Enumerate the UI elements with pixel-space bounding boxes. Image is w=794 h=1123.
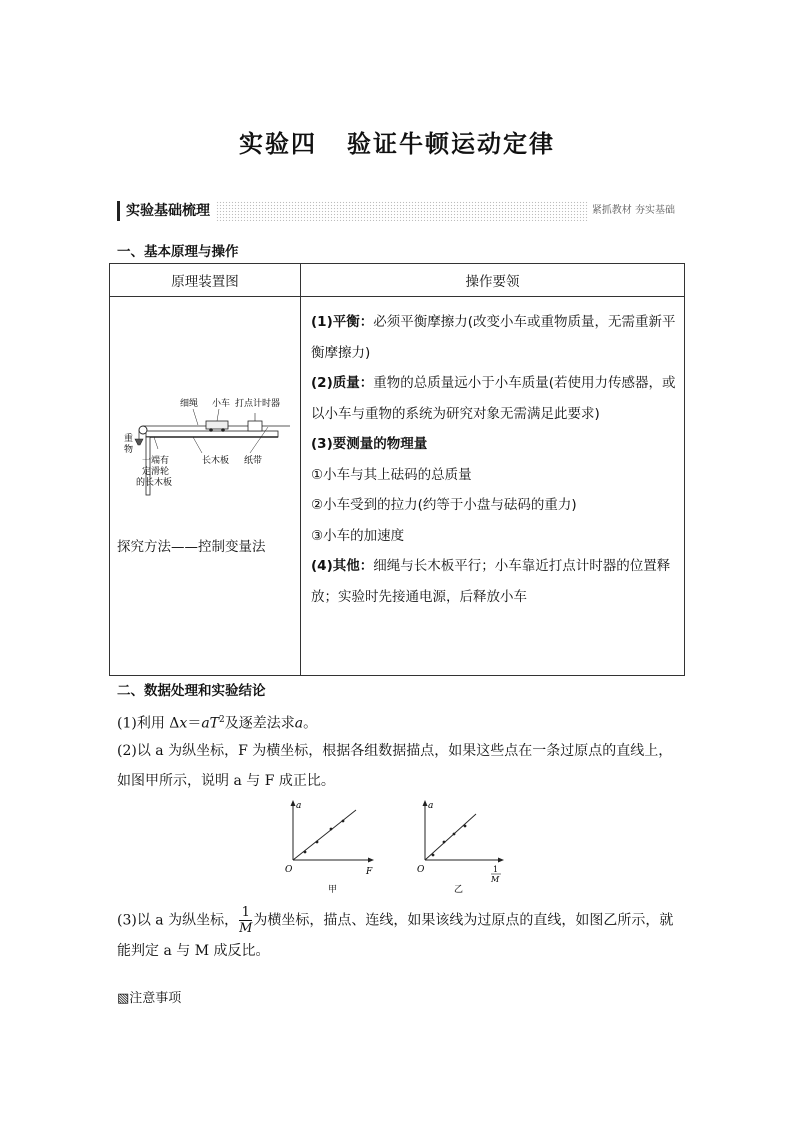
graph-left-ylabel: a xyxy=(296,801,302,811)
banner-title: 实验基础梳理 xyxy=(117,201,216,221)
page-title: 实验四 验证牛顿运动定律 xyxy=(239,129,555,158)
section1-heading: 一、基本原理与操作 xyxy=(117,244,239,260)
label-pulley-board-3: 的长木板 xyxy=(136,478,173,488)
graph-right-ylabel: a xyxy=(428,801,434,811)
graph-right-origin: O xyxy=(417,865,425,875)
paragraph-2: (2)以 a 为纵坐标，F 为横坐标，根据各组数据描点，如果这些点在一条过原点的直线上，如图甲所示，说明 a 与 F 成正比。 xyxy=(117,743,673,789)
op-balance: (1)平衡：必须平衡摩擦力(改变小车或重物质量，无需重新平衡摩擦力) xyxy=(311,314,676,361)
graphs-figure xyxy=(280,798,520,898)
op-measure-item-2: ②小车受到的拉力(约等于小盘与砝码的重力) xyxy=(311,497,577,513)
graph-a-vs-inverse-m xyxy=(417,800,504,895)
label-pulley-board-1: 一端有 xyxy=(142,456,170,466)
operation-cell xyxy=(301,297,685,676)
paragraph-3: (3)以 a 为纵坐标， $\frac{1}{M}$ 为横坐标，描点、连线，如果该线为过原点的直线，如图乙所示，就能判定 a 与 M 成反比。 xyxy=(117,905,674,959)
op-other: (4)其他：细绳与长木板平行；小车靠近打点计时器的位置释放；实验时先接通电源，后释放小车 xyxy=(311,558,671,605)
diagram-cell xyxy=(110,297,301,676)
notes-heading: ▧注意事项 xyxy=(117,991,182,1006)
weight-icon xyxy=(135,439,143,445)
graph-left-xlabel: F xyxy=(366,867,373,877)
principle-table xyxy=(109,263,685,676)
table-header-operation: 操作要领 xyxy=(301,264,685,297)
graph-a-vs-f xyxy=(285,800,374,895)
graph-right-xlabel-den: M xyxy=(491,875,500,884)
graph-right-caption: 乙 xyxy=(454,885,464,895)
label-weight-1: 重 xyxy=(124,434,134,444)
method-text: 探究方法——控制变量法 xyxy=(117,539,266,555)
label-pulley-board-2: 定滑轮 xyxy=(142,467,170,477)
op-mass: (2)质量：重物的总质量远小于小车质量(若使用力传感器，或以小车与重物的系统为研究对象无需满足此要求) xyxy=(311,375,676,422)
section2-heading: 二、数据处理和实验结论 xyxy=(117,683,266,699)
fraction-one-over-m: $\frac{1}{M}$ xyxy=(239,905,253,936)
label-weight-2: 物 xyxy=(124,445,134,455)
paragraph-1: (1)利用 $\Delta x=aT^2$及逐差法求a。 xyxy=(117,715,318,732)
cart-icon xyxy=(206,421,228,429)
graph-left-caption: 甲 xyxy=(328,885,338,895)
op-measure-item-1: ①小车与其上砝码的总质量 xyxy=(311,466,472,483)
apparatus-diagram xyxy=(118,393,294,503)
section-banner xyxy=(117,201,679,221)
graph-right-xlabel-num: 1 xyxy=(493,865,499,874)
label-timer: 打点计时器 xyxy=(235,399,281,409)
op-measure: (3)要测量的物理量 xyxy=(311,436,428,452)
op-measure-item-3: ③小车的加速度 xyxy=(311,527,405,544)
label-tape: 纸带 xyxy=(244,456,263,466)
table-header-diagram: 原理装置图 xyxy=(110,264,301,297)
pulley-icon xyxy=(139,426,147,434)
banner-slogan: 紧抓教材 夯实基础 xyxy=(588,201,679,221)
label-cart: 小车 xyxy=(212,399,231,409)
graph-left-origin: O xyxy=(285,865,293,875)
label-board: 长木板 xyxy=(202,456,230,466)
label-rope: 细绳 xyxy=(180,399,199,409)
timer-icon xyxy=(248,421,262,431)
long-board xyxy=(146,431,278,437)
